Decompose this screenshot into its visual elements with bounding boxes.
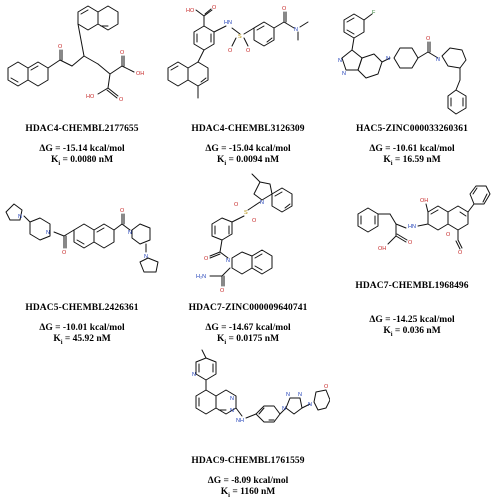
compound-name: HAC5-ZINC000033260361 [356,124,468,134]
atom-o: O [120,208,125,214]
ki-value: $K_i = 16.59$ nM [383,155,441,167]
ki-value: $K_i = 0.0080$ nM [50,155,114,167]
atom-n: N [192,372,196,378]
delta-g-value: ΔG = -10.61 kcal/mol [369,144,455,154]
atom-o: O [324,384,329,390]
atom-o: O [120,50,125,56]
atom-oh: OH [136,71,145,77]
delta-g-value: ΔG = -14.67 kcal/mol [205,323,291,333]
atom-n: N [436,57,440,63]
delta-g-value: ΔG = -15.14 kcal/mol [39,144,125,154]
atom-o: O [220,288,225,294]
atom-n: N [226,258,230,264]
atom-n: N [338,58,342,64]
atom-o: O [446,232,451,238]
ki-value: $K_i = 45.92$ nM [53,334,111,346]
atom-hn: HN [408,224,416,230]
ki-value: $K_i = 1160$ nM [220,487,276,499]
atom-n: N [18,214,22,220]
atom-h: NH [236,418,244,424]
delta-g-value: ΔG = -15.04 kcal/mol [205,144,291,154]
delta-g-value: ΔG = -10.01 kcal/mol [39,323,125,333]
chemical-structure-2 [166,0,330,120]
chemical-structure-7 [166,344,330,456]
atom-n: N [128,230,132,236]
atom-o: O [234,202,239,208]
atom-n: N [386,56,390,62]
atom-o: O [212,5,217,11]
atom-ho: HO [186,8,195,14]
compound-name: HDAC9-CHEMBL1761559 [191,456,305,466]
compound-name: HDAC7-CHEMBL1968496 [355,281,469,291]
atom-n: N [260,200,264,206]
atom-n: N [46,230,50,236]
atom-o: O [426,36,431,42]
atom-o: O [58,44,63,50]
atom-oh: OH [420,198,429,204]
compound-name: HDAC7-ZINC000009640741 [188,303,308,313]
atom-o: O [204,256,209,262]
atom-s: S [238,34,242,40]
atom-h2n: H₂N [196,274,207,280]
atom-oh: OH [378,246,387,252]
atom-o: O [458,250,463,256]
atom-n: N [282,406,286,412]
atom-n: N [230,408,234,414]
atom-s: S [244,210,248,216]
atom-ho: HO [86,94,95,100]
chemical-structure-6 [330,172,494,292]
atom-o: O [62,250,67,256]
atom-n: N [144,254,148,260]
atom-o: O [228,48,233,54]
atom-f: F [372,10,376,16]
delta-g-value: ΔG = -8.09 kcal/mol [207,476,289,486]
atom-n: N [230,396,234,402]
ki-value: $K_i = 0.0175$ nM [216,334,280,346]
compound-name: HDAC5-CHEMBL2426361 [25,303,139,313]
ki-value: $K_i = 0.036$ nM [383,326,441,338]
compound-name: HDAC4-CHEMBL2177655 [25,124,139,134]
atom-n: N [308,402,312,408]
compound-name: HDAC4-CHEMBL3126309 [191,124,305,134]
chemical-structure-1 [0,0,164,120]
atom-n: N [298,392,302,398]
atom-o: O [119,97,124,103]
chemical-structure-3 [330,0,494,120]
atom-o: O [408,240,413,246]
chemical-structure-4 [0,172,164,292]
atom-hn: HN [224,20,232,26]
atom-n: N [342,71,346,77]
delta-g-value: ΔG = -14.25 kcal/mol [369,315,455,325]
atom-o: O [252,218,257,224]
atom-o: O [246,48,251,54]
ki-value: $K_i = 0.0094$ nM [216,155,280,167]
atom-o: O [282,6,287,12]
chemical-structure-5 [166,172,330,298]
atom-n: N [294,27,298,33]
atom-n: N [286,392,290,398]
